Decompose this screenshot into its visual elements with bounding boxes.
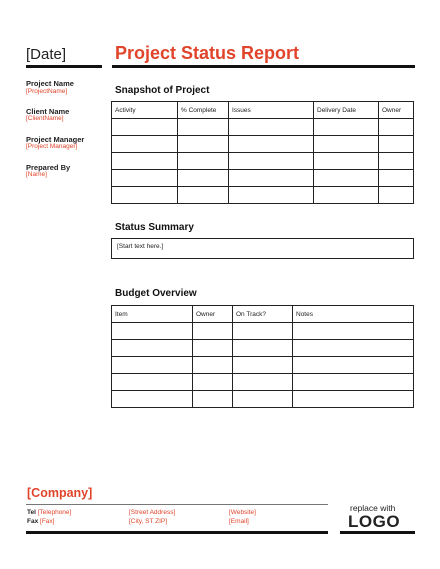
budget-cell[interactable] [112,323,193,340]
snapshot-cell[interactable] [379,187,414,204]
page-title: Project Status Report [115,43,300,63]
snapshot-row [112,187,414,204]
budget-cell[interactable] [233,357,293,374]
budget-cell[interactable] [233,374,293,391]
budget-col-owner: Owner [193,306,233,323]
budget-title: Budget Overview [115,288,197,299]
snapshot-cell[interactable] [229,153,314,170]
snapshot-cell[interactable] [314,119,379,136]
budget-row [112,374,414,391]
budget-col-on-track: On Track? [233,306,293,323]
snapshot-cell[interactable] [379,153,414,170]
budget-cell[interactable] [193,391,233,408]
snapshot-table [111,101,414,204]
tel-value[interactable]: [Telephone] [37,509,72,516]
prepared-by-label: Prepared By [26,163,71,172]
tel-label: Tel [27,509,36,516]
budget-cell[interactable] [112,374,193,391]
logo-text: LOGO [348,512,401,531]
snapshot-cell[interactable] [229,119,314,136]
project-manager-value[interactable]: [Project Manager] [26,143,78,150]
snapshot-col-activity: Activity [112,102,178,119]
snapshot-cell[interactable] [112,153,178,170]
budget-cell[interactable] [193,340,233,357]
website[interactable]: [Website] [229,509,256,516]
snapshot-cell[interactable] [178,136,229,153]
budget-row [112,357,414,374]
snapshot-cell[interactable] [112,119,178,136]
snapshot-row [112,119,414,136]
fax-label: Fax [27,518,39,525]
budget-cell[interactable] [112,391,193,408]
date-underline [26,65,102,68]
prepared-by-value[interactable]: [Name] [26,171,47,178]
budget-cell[interactable] [112,357,193,374]
snapshot-col-delivery-date: Delivery Date [314,102,379,119]
budget-cell[interactable] [193,374,233,391]
status-summary-box[interactable]: [Start text here.] [111,238,414,259]
logo-caption: replace with [350,503,396,513]
budget-cell[interactable] [193,357,233,374]
snapshot-cell[interactable] [229,187,314,204]
snapshot-cell[interactable] [112,136,178,153]
snapshot-row [112,136,414,153]
logo-underline [340,531,415,534]
footer-divider [26,504,328,505]
logo-placeholder[interactable] [342,503,414,533]
budget-row [112,391,414,408]
client-name-label: Client Name [26,107,70,116]
snapshot-cell[interactable] [178,153,229,170]
snapshot-col-issues: Issues [229,102,314,119]
snapshot-row [112,153,414,170]
project-name-label: Project Name [26,79,74,88]
budget-cell[interactable] [233,391,293,408]
budget-col-notes: Notes [293,306,414,323]
budget-cell[interactable] [293,357,414,374]
project-name-value[interactable]: [ProjectName] [26,88,68,95]
budget-col-item: Item [112,306,193,323]
fax-line [27,518,54,525]
snapshot-cell[interactable] [229,136,314,153]
snapshot-cell[interactable] [178,170,229,187]
date-placeholder: [Date] [26,46,67,63]
snapshot-col-owner: Owner [379,102,414,119]
budget-cell[interactable] [233,340,293,357]
snapshot-row [112,170,414,187]
budget-row [112,323,414,340]
budget-row [112,340,414,357]
snapshot-cell[interactable] [112,170,178,187]
title-underline [112,65,415,68]
snapshot-cell[interactable] [314,170,379,187]
client-name-value[interactable]: [ClientName] [26,115,64,122]
city-state-zip[interactable]: [City, ST ZIP] [129,518,168,525]
snapshot-cell[interactable] [314,153,379,170]
email[interactable]: [Email] [229,518,249,525]
budget-table [111,305,414,408]
snapshot-cell[interactable] [379,119,414,136]
project-manager-label: Project Manager [26,135,85,144]
tel-line [27,509,71,516]
budget-cell[interactable] [293,340,414,357]
snapshot-cell[interactable] [379,170,414,187]
company-name: [Company] [27,486,93,500]
budget-cell[interactable] [293,374,414,391]
street-address[interactable]: [Street Address] [129,509,176,516]
snapshot-title: Snapshot of Project [115,85,210,96]
snapshot-cell[interactable] [314,187,379,204]
fax-value[interactable]: [Fax] [40,518,55,525]
snapshot-cell[interactable] [229,170,314,187]
snapshot-cell[interactable] [178,119,229,136]
snapshot-cell[interactable] [178,187,229,204]
snapshot-cell[interactable] [379,136,414,153]
budget-cell[interactable] [293,391,414,408]
snapshot-cell[interactable] [112,187,178,204]
status-summary-title: Status Summary [115,222,194,233]
budget-cell[interactable] [233,323,293,340]
budget-cell[interactable] [193,323,233,340]
footer-underline [26,531,328,534]
snapshot-col-complete: % Complete [178,102,229,119]
budget-cell[interactable] [293,323,414,340]
budget-cell[interactable] [112,340,193,357]
snapshot-cell[interactable] [314,136,379,153]
